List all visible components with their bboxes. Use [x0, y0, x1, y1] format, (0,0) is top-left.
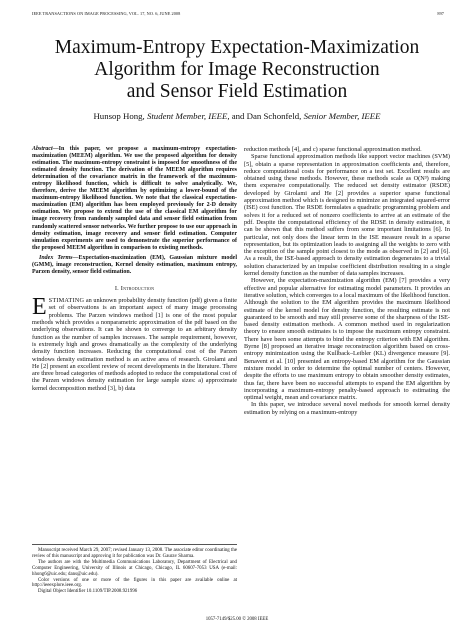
left-column: [32, 146, 237, 392]
first-word-rest: STIMATING: [48, 297, 85, 305]
journal-header: IEEE TRANSACTIONS ON IMAGE PROCESSING, VOL. 17, NO. 6, JUNE 2008: [32, 11, 181, 16]
page-number: 897: [437, 11, 444, 16]
author-1-name: Hunsop Hong,: [93, 111, 145, 121]
author-2-role: Senior Member, IEEE: [303, 111, 381, 121]
title-line-3: and Sensor Field Estimation: [126, 81, 348, 102]
running-header: [32, 10, 444, 18]
introduction-paragraph: [32, 294, 237, 392]
author-1-role: Student Member, IEEE,: [146, 111, 230, 121]
title-line-1: Maximum-Entropy Expectation-Maximization: [54, 37, 420, 58]
paper-title: [20, 37, 454, 103]
right-paragraph-1: reduction methods [4], and c) sparse functional approximation method.: [244, 146, 422, 153]
abstract-text: In this paper, we propose a maximum-entropy expectation-maximization (MEEM) algorithm. We use the proposed algorithm for density estimation. The maximum-entropy constraint is imposed for smoothness of the estimated density function. The derivation of the MEEM algorithm requires determination of the covariance matrix in the framework of the maximum-entropy likelihood function, which is difficult to solve analytically. We, therefore, derive the MEEM algorithm by optimizing a lower-bound of the maximum-entropy likelihood function. We note that the classical expectation-maximization (EM) algorithm has been employed previously for 2-D density estimation. We propose to extend the use of the classical EM algorithm for image recovery from randomly sampled data and sensor field estimation from randomly scattered sensor networks. We further propose to use our approach in density estimation, image recovery and sensor field estimation. Computer simulation experiments are used to demonstrate the superior performance of the proposed MEEM algorithm in comparison to existing methods.: [32, 146, 237, 251]
right-paragraph-3: However, the expectation-maximization algorithm (EM) [7] provides a very effective and popular alternative for estimating model parameters. It provides an iterative solution, which converges to a local maximum of the likelihood function. Although the solution to the EM algorithm provides the maximum likelihood estimate of the kernel model for density function, the resulting estimate is not guaranteed to be smooth and may still preserve some of the sharpness of the ISE-based density estimation methods. A common method used in regularization theory to ensure smooth estimates is to impose the maximum entropy constraint. There have been some attempts to bind the entropy criterion with EM algorithm. Byrne [8] proposed an iterative image reconstruction algorithm based on cross-entropy minimization using the Kullback–Leibler (KL) divergence measure [9]. Benavent et al. [10] presented an entropy-based EM algorithm for the Gaussian mixture model in order to determine the optimal number of centers. However, despite the efforts to use maximum entropy to obtain smoother density estimates, thus far, there have been no successful attempts to expand the EM algorithm by incorporating a maximum-entropy penalty-based approach to estimating the optimal weight, mean and covariance matrix.: [244, 277, 450, 402]
footnotes: [32, 544, 237, 595]
abstract-lead: Abstract—: [32, 146, 59, 152]
drop-cap: E: [32, 294, 47, 321]
author-line: [20, 111, 454, 121]
title-line-2: Algorithm for Image Reconstruction: [94, 59, 380, 80]
footnote-affiliation: The authors are with the Multimedia Communications Laboratory, Department of Electrical and Computer Engineering, University of Illinois at Chicago, Chicago, IL 60607-7053 USA (e-mail: hhong6@uic.edu; dans@uic.edu).: [32, 559, 237, 577]
abstract: [32, 146, 237, 252]
copyright-code: 1057-7149/$25.00 © 2008 IEEE: [205, 617, 269, 622]
footnote-color-versions: Color versions of one or more of the figures in this paper are available online at http://ieeexplore.ieee.org.: [32, 577, 237, 589]
section-heading-introduction: I. Introduction: [114, 284, 155, 292]
index-terms-text: Expectation-maximization (EM), Gaussian mixture model (GMM), image reconstruction, Kernel density estimation, maximum entropy, Parzen density, sensor field estimation.: [32, 254, 237, 275]
footnote-manuscript: Manuscript received March 29, 2007; revised January 13, 2008. The associate editor coordinating the review of this manuscript and approving it for publication was Dr. Gaurav Sharma.: [32, 548, 237, 559]
index-terms: [32, 255, 237, 276]
author-2-name: Dan Schonfeld,: [246, 111, 302, 121]
right-column: [244, 146, 450, 416]
right-paragraph-4: In this paper, we introduce several novel methods for smooth kernel density estimation by relying on a maximum-entropy: [244, 401, 450, 416]
author-conjunction: and: [231, 111, 245, 121]
right-paragraph-2: Sparse functional approximation methods like support vector machines (SVM) [5], obtain a sparse representation in approximation coefficients and, therefore, reduce computational costs for performance on a test set. Excellent results are obtained using these methods. However, these methods scale as O(N³) making them expensive computationally. The reduced set density estimator (RSDE) developed by Girolami and He [2] provides a superior sparse functional approximation method which is designed to minimize an integrated squared-error (ISE) cost function. The RSDE formulates a quadratic programming problem and solves it for a reduced set of nonzero coefficients to arrive at an estimate of the pdf. Despite the computational efficiency of the RDSE in density estimation, it can be shown that this method suffers from some important limitations [6]. In particular, not only does the linear term in the ISE measure result in a sparse representation, but its optimization leads to assigning all the weights to zero with the exception of the sample point closest to the mode as observed in [2] and [6]. As a result, the ISE-based approach to density estimation degenerates to a trivial solution characterized by an impulse coefficient distribution resulting in a single kernel density function as the number of data samples increases.: [244, 153, 450, 278]
index-terms-lead: Index Terms—: [39, 254, 79, 261]
footnote-doi: Digital Object Identifier 10.1109/TIP.2008.921996: [38, 589, 138, 595]
introduction-text: an unknown probability density function (pdf) given a finite set of observations is an important aspect of many image processing problems. The Parzen windows method [1] is one of the most popular methods which provides a nonparametric approximation of the pdf based on the underlying observations. It can be shown to converge to an arbitrary density function as the number of samples increases. The sample requirement, however, is extremely high and grows dramatically as the complexity of the underlying density function increases. Reducing the computational cost of the Parzen windows density estimation method is an active area of research. Girolami and He [2] present an excellent review of recent developments in the literature. There are three broad categories of methods adopted to reduce the computational cost of the Parzen windows density estimation for large sample sizes: a) approximate kernel decomposition method [3], b) data: [32, 297, 237, 392]
